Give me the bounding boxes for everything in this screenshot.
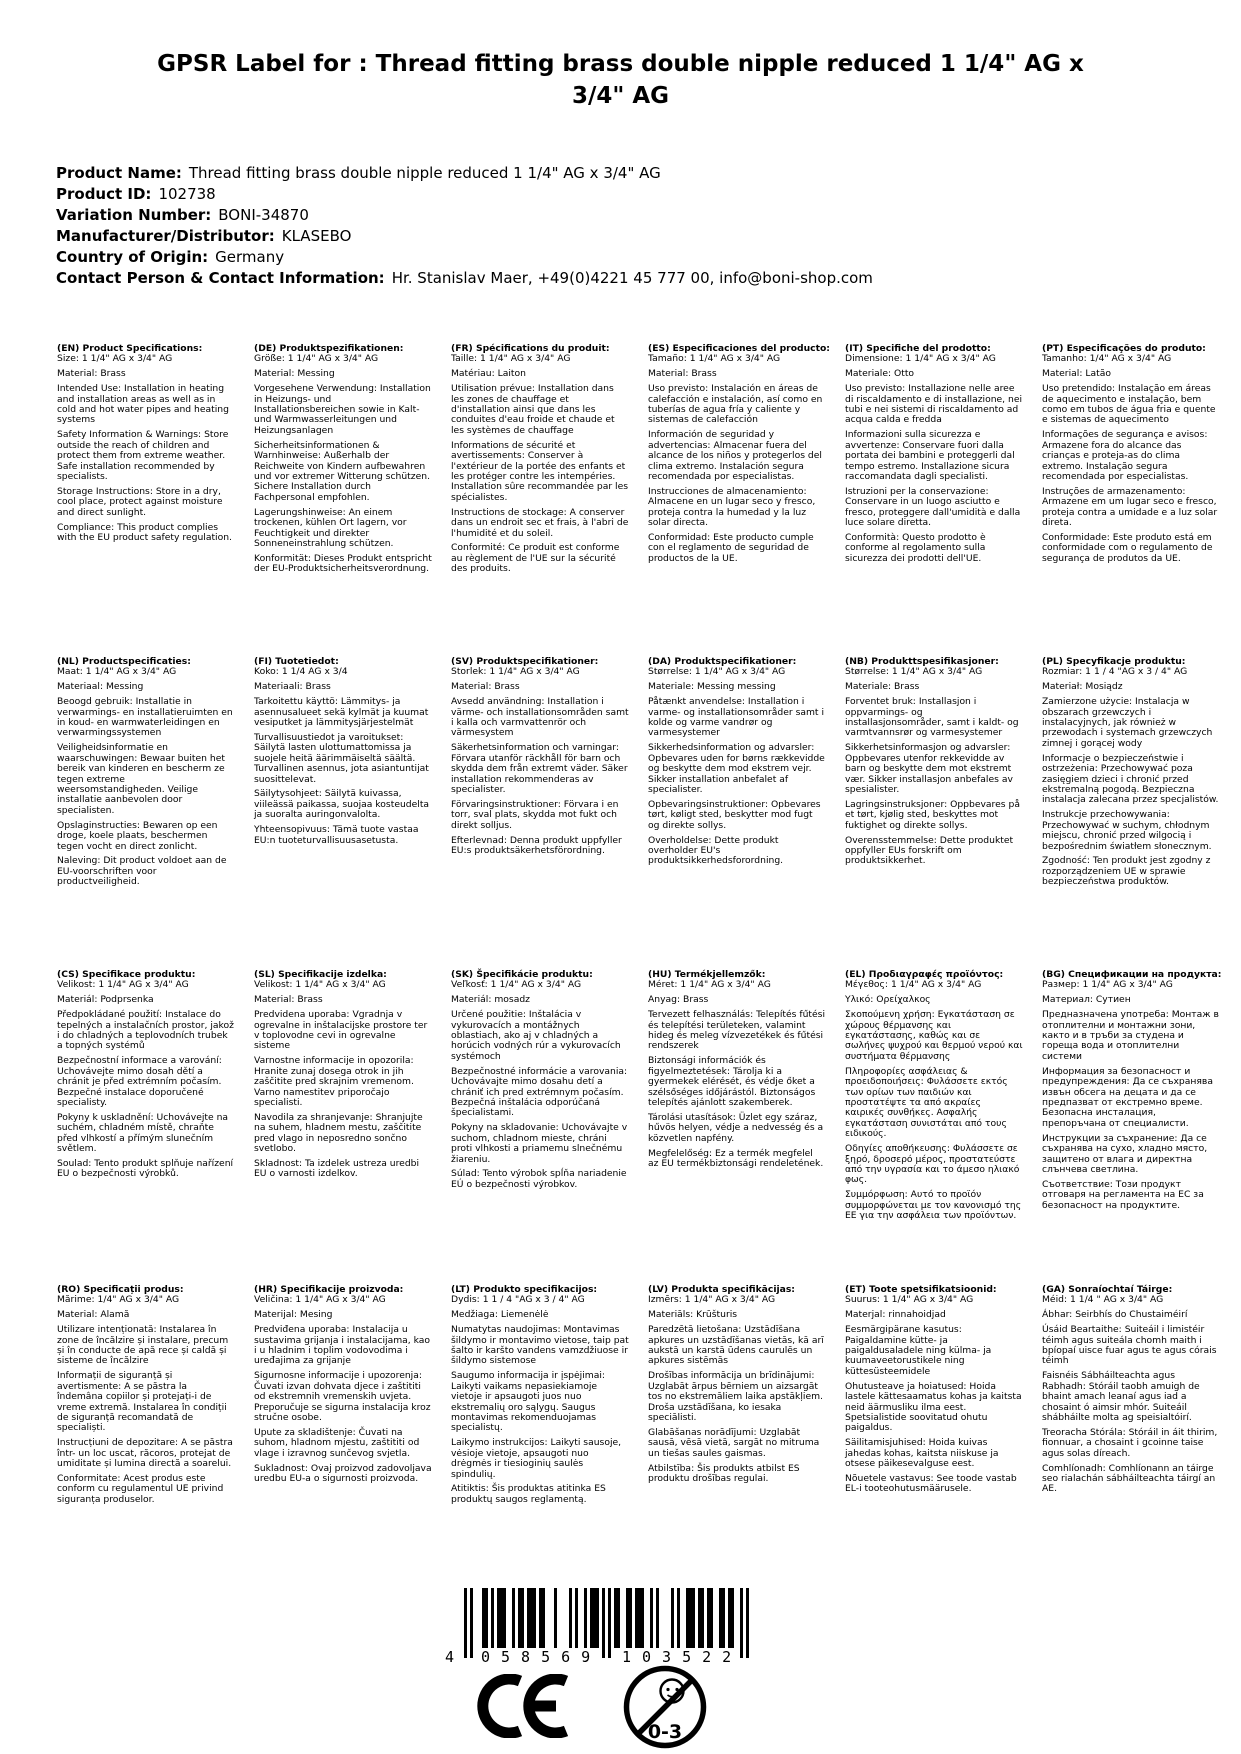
barcode-lead-digit: 4 [445, 1648, 455, 1666]
product-info-label: Variation Number: [56, 206, 212, 224]
spec-paragraph: Matériau: Laiton [451, 368, 526, 380]
age-warning-0-3-icon [622, 1664, 708, 1754]
spec-paragraph: Materiale: Messing messing [648, 681, 776, 693]
spec-paragraph: Úsáid Beartaithe: Suiteáil i limistéir téimh agus suiteála chomh maith i bpíopaí uisce fuar agus te agus córais téimh [1042, 1324, 1217, 1367]
product-info-value: Hr. Stanislav Maer, +49(0)4221 45 777 00, info@boni-shop.com [391, 269, 873, 287]
spec-paragraph: Opslaginstructies: Bewaren op een droge, koele plaats, beschermen tegen vocht en direct zonlicht. [57, 819, 218, 852]
spec-paragraph: Materiāls: Krūšturis [648, 1309, 738, 1321]
spec-paragraph: Conformidade: Este produto está em conformidade com o regulamento de segurança de produtos da UE. [1042, 532, 1213, 564]
spec-paragraph: Eesmärgipärane kasutus: Paigaldamine kütte- ja paigaldusaladele ning külma- ja kuumaveetorustikele ning küttesüsteemidele [845, 1324, 992, 1377]
spec-paragraph: Zamierzone użycie: Instalacja w obszarach grzewczych i instalacyjnych, jak również w przewodach i systemach grzewczych zimnej i gorącej wody [1042, 696, 1213, 749]
spec-paragraph: Size: 1 1/4" AG x 3/4" AG [57, 353, 173, 365]
spec-paragraph: Drošības informācija un brīdinājumi: Uzglabāt ārpus bērniem un aizsargāt tos no ekstremāliem laika apstākļiem. Droša uzstādīšana, ko iesaka speciālisti. [648, 1370, 823, 1423]
spec-heading: (NB) Produkttspesifikasjoner: [845, 656, 999, 667]
product-info-row [56, 268, 873, 289]
spec-paragraph: Conformitate: Acest produs este conform cu regulamentul UE privind siguranța produselor. [57, 1473, 224, 1505]
spec-paragraph: Soulad: Tento produkt splňuje nařízení EU o bezpečnosti výrobků. [57, 1158, 234, 1180]
spec-paragraph: Bezpečnostní informace a varování: Uchovávejte mimo dosah dětí a chránit je před extrémním počasím. Bezpečné instalace doporučené specialisty. [57, 1055, 222, 1108]
spec-paragraph: Medžiaga: Liemenėlė [451, 1309, 549, 1321]
spec-paragraph: Yhteensopivuus: Tämä tuote vastaa EU:n tuoteturvallisuusasetusta. [254, 824, 419, 846]
barcode-right-digits: 103522 [622, 1648, 743, 1666]
product-info-row [56, 247, 873, 268]
spec-paragraph: Velikost: 1 1/4" AG x 3/4" AG [254, 979, 386, 991]
spec-heading: (DE) Produktspezifikationen: [254, 343, 404, 354]
product-info-label: Contact Person & Contact Information: [56, 269, 385, 287]
product-info-value: Thread fitting brass double nipple reduced 1 1/4" AG x 3/4" AG [188, 164, 661, 182]
spec-heading: (SV) Produktspecifikationer: [451, 656, 599, 667]
spec-cell-es [648, 343, 830, 657]
spec-paragraph: Koko: 1 1/4 AG x 3/4 [254, 666, 348, 678]
spec-paragraph: Zgodność: Ten produkt jest zgodny z rozporządzeniem UE w sprawie bezpieczeństwa produktów. [1042, 855, 1211, 888]
spec-paragraph: Σκοπούμενη χρήση: Εγκατάσταση σε χώρους θέρμανσης και εγκατάστασης, καθώς και σε σωλήνες ψυχρού και θερμού νερού και συστήματα θέρμανσης [845, 1009, 1023, 1062]
spec-paragraph: Utilisation prévue: Installation dans les zones de chauffage et d'installation ainsi que dans les conduites d'eau froide et chaude et les systèmes de chauffage [451, 383, 615, 436]
spec-heading: (GA) Sonraíochtaí Táirge: [1042, 1284, 1173, 1295]
ce-mark-icon [468, 1674, 568, 1742]
spec-paragraph: Storlek: 1 1/4" AG x 3/4" AG [451, 666, 580, 678]
spec-paragraph: Υλικό: Ορείχαλκος [845, 994, 931, 1006]
spec-cell-ga [1042, 1285, 1220, 1510]
product-info-value: 102738 [158, 185, 216, 203]
spec-paragraph: Turvallisuustiedot ja varoitukset: Säilytä lasten ulottumattomissa ja suojele heitä äärimmäiseltä säältä. Turvallinen asennus, jota asiantuntijat suosittelevat. [254, 731, 429, 785]
spec-paragraph: Faisnéis Sábháilteachta agus Rabhadh: Stóráil taobh amuigh de bhaint amach leanaí agus iad a chosaint ó aimsir mhór. Suiteáil shábháilte molta ag speisialtóirí. [1042, 1370, 1200, 1423]
spec-paragraph: Beoogd gebruik: Installatie in verwarmings- en installatieruimten en in koud- en warmwaterleidingen en verwarmingssystemen [57, 696, 233, 739]
spec-paragraph: Velikost: 1 1/4" AG x 3/4" AG [57, 979, 189, 991]
spec-paragraph: Materiál: mosadz [451, 994, 530, 1006]
spec-paragraph: Lagerungshinweise: An einem trockenen, kühlen Ort lagern, vor Feuchtigkeit und direkter Sonneneinstrahlung schützen. [254, 506, 407, 549]
spec-paragraph: Uso previsto: Installazione nelle aree di riscaldamento e di installazione, nei tubi e nei sistemi di riscaldamento ad acqua calda e fredda [845, 383, 1023, 426]
spec-paragraph: Skladnost: Ta izdelek ustreza uredbi EU o varnosti izdelkov. [254, 1158, 420, 1180]
spec-paragraph: Méret: 1 1/4" AG x 3/4" AG [648, 979, 771, 991]
spec-cell-el [845, 970, 1023, 1285]
spec-cell-lt [451, 1285, 629, 1510]
spec-paragraph: Οδηγίες αποθήκευσης: Φυλάσσετε σε ξηρό, δροσερό μέρος, προστατεύστε από την υγρασία και το άμεσο ηλιακό φως. [845, 1143, 1020, 1186]
spec-paragraph: Förvaringsinstruktioner: Förvara i en torr, sval plats, skydda mot fukt och direkt solljus. [451, 798, 619, 831]
product-info-value: Germany [215, 248, 285, 266]
spec-paragraph: Naleving: Dit product voldoet aan de EU-voorschriften voor productveiligheid. [57, 855, 227, 888]
spec-heading: (FI) Tuotetiedot: [254, 656, 339, 667]
spec-heading: (LV) Produkta specifikācijas: [648, 1284, 795, 1295]
spec-paragraph: Sukladnost: Ovaj proizvod zadovoljava uredbu EU-a o sigurnosti proizvoda. [254, 1462, 432, 1484]
spec-paragraph: Glabāšanas norādījumi: Uzglabāt sausā, vēsā vietā, sargāt no mitruma un tiešas saules gaismas. [648, 1426, 820, 1459]
product-info-label: Manufacturer/Distributor: [56, 227, 275, 245]
spec-paragraph: Anyag: Brass [648, 994, 709, 1006]
spec-paragraph: Instrukcje przechowywania: Przechowywać w suchym, chłodnym miejscu, chronić przed wilgocią i bezpośrednim światłem słonecznym. [1042, 809, 1212, 852]
product-info-row [56, 163, 873, 184]
spec-paragraph: Overholdelse: Dette produkt overholder EU's produktsikkerhedsforordning. [648, 834, 784, 867]
spec-paragraph: Materiál: Podprsenka [57, 994, 154, 1006]
spec-paragraph: Opbevaringsinstruktioner: Opbevares tørt, køligt sted, beskytter mod fugt og direkte sollys. [648, 798, 821, 831]
spec-paragraph: Treoracha Stórála: Stóráil in áit thirim, fionnuar, a chosaint i gcoinne taise agus solas díreach. [1042, 1426, 1218, 1459]
spec-paragraph: Maat: 1 1/4" AG x 3/4" AG [57, 666, 177, 678]
spec-paragraph: Informazioni sulla sicurezza e avvertenze: Conservare fuori dalla portata dei bambini e proteggerli dal tempo estremo. Installazione sicura raccomandata dagli specialisti. [845, 429, 1015, 482]
spec-paragraph: Storage Instructions: Store in a dry, cool place, protect against moisture and direct sunlight. [57, 485, 223, 518]
spec-paragraph: Materjal: rinnahoidjad [845, 1309, 946, 1321]
spec-paragraph: Material: Brass [648, 368, 717, 380]
spec-paragraph: Veľkosť: 1 1/4" AG x 3/4" AG [451, 979, 582, 991]
spec-paragraph: Συμμόρφωση: Αυτό το προϊόν συμμορφώνεται με τον κανονισμό της ΕΕ για την ασφάλεια των προϊόντων. [845, 1189, 1022, 1222]
spec-paragraph: Tárolási utasítások: Üzlet egy száraz, hűvös helyen, védje a nedvesség és a közvetlen napfény. [648, 1111, 824, 1144]
spec-paragraph: Laikymo instrukcijos: Laikyti sausoje, vėsioje vietoje, apsaugoti nuo drėgmės ir tiesioginių saulės spindulių. [451, 1437, 622, 1480]
spec-paragraph: Upute za skladištenje: Čuvati na suhom, hladnom mjestu, zaštititi od vlage i izravnog sunčevog svjetla. [254, 1426, 420, 1459]
spec-paragraph: Varnostne informacije in opozorila: Hranite zunaj dosega otrok in jih zaščitite pred skrajnim vremenom. Varno namestitev priporočajo specialisti. [254, 1055, 414, 1108]
spec-paragraph: Overensstemmelse: Dette produktet oppfyller EUs forskrift om produktsikkerhet. [845, 834, 1014, 867]
spec-heading: (EL) Προδιαγραφές προϊόντος: [845, 969, 1004, 980]
spec-cell-pl [1042, 657, 1220, 970]
spec-paragraph: Sikkerhedsinformation og advarsler: Opbevares uden for børns rækkevidde og beskytte dem mod ekstrem vejr. Sikker installation anbefalet af specialister. [648, 742, 825, 795]
spec-paragraph: Material: Brass [254, 994, 323, 1006]
spec-paragraph: Veiligheidsinformatie en waarschuwingen: Bewaar buiten het bereik van kinderen en bescherm ze tegen extreme weersomstandigheden. Veilige installatie aanbevolen door specialisten. [57, 742, 225, 816]
spec-heading: (CS) Specifikace produktu: [57, 969, 196, 980]
spec-paragraph: Instrucciones de almacenamiento: Almacene en un lugar seco y fresco, proteja contra la humedad y la luz solar directa. [648, 485, 816, 529]
spec-paragraph: Säilytysohjeet: Säilytä kuivassa, viileässä paikassa, suojaa kosteudelta ja suoralta auringonvalolta. [254, 788, 430, 821]
product-info-value: BONI-34870 [218, 206, 309, 224]
spec-paragraph: Säilitamisjuhised: Hoida kuivas jahedas kohas, kaitsta niiskuse ja otsese päikesevalguse eest. [845, 1437, 999, 1470]
spec-paragraph: Paredzētā lietošana: Uzstādīšana apkures un uzstādīšanas vietās, kā arī aukstā un karstā ūdens caurulēs un apkures sistēmās [648, 1324, 824, 1367]
spec-paragraph: Materijal: Mesing [254, 1309, 333, 1321]
spec-heading: (PT) Especificações do produto: [1042, 343, 1206, 354]
spec-paragraph: Veličina: 1 1/4" AG x 3/4" AG [254, 1294, 386, 1306]
spec-paragraph: Navodila za shranjevanje: Shranjujte na suhem, hladnem mestu, zaščitite pred vlago in neposredno sončno svetlobo. [254, 1111, 423, 1155]
spec-heading: (LT) Produkto specifikacijos: [451, 1284, 598, 1295]
spec-grid [57, 344, 1220, 1510]
spec-cell-sl [254, 970, 432, 1285]
product-info-row [56, 205, 873, 226]
spec-paragraph: Material: Alamă [57, 1309, 130, 1321]
spec-cell-nb [845, 657, 1023, 970]
spec-paragraph: Materiale: Brass [845, 681, 920, 693]
spec-heading: (SL) Specifikacije izdelka: [254, 969, 387, 980]
spec-paragraph: Tervezett felhasználás: Telepítés fűtési és telepítési területeken, valamint hideg és meleg vízvezetékek és fűtési rendszerek [648, 1009, 826, 1052]
spec-paragraph: Uso previsto: Instalación en áreas de calefacción e instalación, así como en tuberías de agua fría y caliente y sistemas de calefacción [648, 383, 823, 426]
spec-cell-it [845, 344, 1023, 657]
product-info-label: Product ID: [56, 185, 152, 203]
spec-paragraph: Mărime: 1/4" AG x 3/4" AG [57, 1294, 180, 1306]
spec-paragraph: Předpokládané použití: Instalace do tepelných a instalačních prostor, jakož i do chladných a teplovodních trubek a topných systémů [57, 1009, 234, 1052]
spec-paragraph: Sicherheitsinformationen & Warnhinweise: Außerhalb der Reichweite von Kindern aufbewahren und vor extremer Witterung schützen. Sichere Installation durch Fachpersonal empfohlen. [254, 439, 430, 503]
spec-paragraph: Conformité: Ce produit est conforme au règlement de l'UE sur la sécurité des produits. [451, 542, 620, 575]
product-info-value: KLASEBO [281, 227, 352, 245]
spec-heading: (ET) Toote spetsifikatsioonid: [845, 1284, 997, 1295]
spec-paragraph: Dydis: 1 1 / 4 "AG x 3 / 4" AG [451, 1294, 585, 1306]
spec-paragraph: Informații de siguranță și avertismente: A se păstra la îndemâna copiilor și protejați-i de vreme extremă. Instalarea în condiții de siguranță recomandată de specialiști. [57, 1370, 227, 1434]
spec-paragraph: Tamanho: 1/4" AG x 3/4" AG [1042, 353, 1172, 365]
spec-paragraph: Materiale: Otto [845, 368, 915, 380]
spec-paragraph: Инструкции за съхранение: Да се съхранява на сухо, хладно място, защитено от влага и директна слънчева светлина. [1042, 1132, 1208, 1175]
spec-cell-bg [1042, 970, 1220, 1285]
spec-heading: (SK) Špecifikácie produktu: [451, 969, 593, 980]
spec-paragraph: Informacje o bezpieczeństwie i ostrzeżenia: Przechowywać poza zasięgiem dzieci i chronić przed ekstremalną pogodą. Bezpieczna instalacja zalecana przez specjalistów. [1042, 752, 1219, 806]
spec-paragraph: Konformität: Dieses Produkt entspricht der EU-Produktsicherheitsverordnung. [254, 552, 432, 575]
spec-paragraph: Predvidena uporaba: Vgradnja v ogrevalne in inštalacijske prostore ter v toplovodne cevi in ogrevalne sisteme [254, 1009, 428, 1052]
product-info-row [56, 226, 873, 247]
spec-paragraph: Størrelse: 1 1/4" AG x 3/4" AG [845, 666, 983, 678]
spec-paragraph: Istruzioni per la conservazione: Conservare in un luogo asciutto e fresco, proteggere dall'umidità e dalla luce solare diretta. [845, 485, 1021, 529]
spec-paragraph: Pokyny na skladovanie: Uchovávajte v suchom, chladnom mieste, chráni proti vlhkosti a priamemu slnečnému žiareniu. [451, 1122, 628, 1165]
spec-paragraph: Suurus: 1 1/4" AG x 3/4" AG [845, 1294, 974, 1306]
spec-paragraph: Größe: 1 1/4" AG x 3/4" AG [254, 353, 379, 365]
spec-paragraph: Material: Brass [57, 368, 126, 380]
spec-paragraph: Sigurnosne informacije i upozorenja: Čuvati izvan dohvata djece i zaštititi od ekstremnih vremenskih uvjeta. Preporučuje se sigurna instalacija kroz stručne osobe. [254, 1370, 431, 1423]
spec-paragraph: Forventet bruk: Installasjon i oppvarmings- og installasjonsområder, samt i kaldt- og varmtvannsrør og varmesystemer [845, 696, 1019, 739]
spec-paragraph: Intended Use: Installation in heating and installation areas as well as in cold and hot water pipes and heating systems [57, 383, 229, 426]
spec-paragraph: Atbilstība: Šis produkts atbilst ES produktu drošības regulai. [648, 1462, 800, 1484]
spec-paragraph: Conformità: Questo prodotto è conforme al regolamento sulla sicurezza dei prodotti dell'UE. [845, 532, 986, 564]
spec-paragraph: Informações de segurança e avisos: Armazene fora do alcance das crianças e proteja-as do clima extremo. Instalação segura recomendada por especialistas. [1042, 429, 1208, 482]
spec-paragraph: Nõuetele vastavus: See toode vastab EL-i tooteohutusmäärusele. [845, 1473, 1017, 1495]
product-info-label: Country of Origin: [56, 248, 209, 266]
spec-paragraph: Megfelelőség: Ez a termék megfelel az EU termékbiztonsági rendeletének. [648, 1147, 824, 1169]
spec-cell-ro [57, 1285, 235, 1510]
spec-paragraph: Rozmiar: 1 1 / 4 "AG x 3 / 4" AG [1042, 666, 1188, 678]
spec-paragraph: Materiaal: Messing [57, 681, 144, 693]
product-info-row [56, 184, 873, 205]
spec-cell-fr [451, 344, 629, 657]
spec-heading: (PL) Specyfikacje produktu: [1042, 656, 1186, 667]
spec-paragraph: Biztonsági információk és figyelmeztetések: Tárolja ki a gyermekek elérését, és védje őket a szélsőséges időjárástól. Biztonságos telepítés ajánlott szakemberek. [648, 1055, 816, 1108]
spec-paragraph: Taille: 1 1/4" AG x 3/4" AG [451, 353, 571, 365]
spec-paragraph: Съответствие: Този продукт отговаря на регламента на ЕС за безопасност на продуктите. [1042, 1178, 1204, 1211]
spec-cell-de [254, 344, 432, 657]
spec-paragraph: Информация за безопасност и предупреждения: Да се съхранява извън обсега на децата и да се предпазват от екстремно време. Безопасна инсталация, препоръчана от специалисти. [1042, 1065, 1213, 1129]
spec-heading: (IT) Specifiche del prodotto: [845, 343, 991, 354]
spec-paragraph: Instruções de armazenamento: Armazene em um lugar seco e fresco, proteja contra a umidade e a luz solar direta. [1042, 485, 1218, 529]
spec-paragraph: Lagringsinstruksjoner: Oppbevares på et tørt, kjølig sted, beskyttes mot fuktighet og direkte sollys. [845, 798, 1020, 831]
spec-cell-da [648, 657, 826, 970]
spec-paragraph: Säkerhetsinformation och varningar: Förvara utanför räckhåll för barn och skydda dem från extremt väder. Säker installation rekommenderas av specialister. [451, 742, 628, 795]
spec-paragraph: Ohutusteave ja hoiatused: Hoida lastele kättesaamatus kohas ja kaitsta neid äärmusliku ilma eest. Spetsialistide soovitatud ohutu paigaldus. [845, 1380, 1022, 1434]
spec-cell-sv [451, 657, 629, 970]
spec-heading: (RO) Specificații produs: [57, 1284, 184, 1295]
spec-cell-pt [1042, 344, 1220, 657]
spec-paragraph: Dimensione: 1 1/4" AG x 3/4" AG [845, 353, 996, 365]
spec-cell-nl [57, 657, 235, 970]
spec-paragraph: Určené použitie: Inštalácia v vykurovacích a montážnych oblastiach, ako aj v chladných a horúcich vodných rúr a vykurovacích systémoch [451, 1009, 621, 1062]
spec-paragraph: Safety Information & Warnings: Store outside the reach of children and protect them from extreme weather. Safe installation recommended by specialists. [57, 429, 229, 482]
page-title: GPSR Label for : Thread fitting brass double nipple reduced 1 1/4" AG x 3/4" AG [157, 51, 1084, 109]
spec-paragraph: Conformidad: Este producto cumple con el reglamento de seguridad de productos de la UE. [648, 532, 814, 564]
spec-paragraph: Vorgesehene Verwendung: Installation in Heizungs- und Installationsbereichen sowie in Kalt- und Warmwasserleitungen und Heizungsanlagen [254, 383, 431, 436]
spec-paragraph: Påtænkt anvendelse: Installation i varme- og installationsområder samt i kolde og varme vandrør og varmesystemer [648, 696, 825, 739]
spec-paragraph: Instrucțiuni de depozitare: A se păstra într- un loc uscat, răcoros, protejat de umiditate și lumina directă a soarelui. [57, 1437, 233, 1470]
spec-paragraph: Saugumo informacija ir įspėjimai: Laikyti vaikams nepasiekiamoje vietoje ir apsaugoti juos nuo ekstremalių oro sąlygų. Saugus montavimas rekomenduojamas specialistų. [451, 1370, 605, 1434]
spec-paragraph: Bezpečnostné informácie a varovania: Uchovávajte mimo dosahu detí a chrániť ich pred extrémnym počasím. Bezpečná inštalácia odporúčaná špecialistami. [451, 1065, 628, 1119]
spec-paragraph: Compliance: This product complies with the EU product safety regulation. [57, 521, 232, 543]
spec-paragraph: Materiał: Mosiądz [1042, 681, 1123, 693]
spec-heading: (DA) Produktspecifikationer: [648, 656, 797, 667]
spec-paragraph: Предназначена употреба: Монтаж в отоплителни и монтажни зони, както и в тръби за студена и гореща вода и отоплителни системи [1042, 1009, 1219, 1062]
spec-paragraph: Avsedd användning: Installation i värme- och installationsområden samt i kalla och varmvattenrör och värmesystem [451, 696, 629, 739]
spec-paragraph: Instructions de stockage: A conserver dans un endroit sec et frais, à l'abri de l'humidité et du soleil. [451, 506, 629, 539]
spec-paragraph: Utilizare intenționată: Instalarea în zone de încălzire și instalare, precum și în conducte de apă rece și caldă și sisteme de încălzire [57, 1324, 229, 1367]
spec-paragraph: Numatytas naudojimas: Montavimas šildymo ir montavimo vietose, taip pat šalto ir karšto vandens vamzdžiuose ir šildymo sistemose [451, 1324, 629, 1367]
spec-cell-hr [254, 1285, 432, 1510]
spec-cell-et [845, 1285, 1023, 1510]
spec-paragraph: Tarkoitettu käyttö: Lämmitys- ja asennusalueet sekä kylmät ja kuumat vesiputket ja lämmitysjärjestelmät [254, 696, 429, 729]
spec-heading: (HU) Termékjellemzők: [648, 969, 766, 980]
spec-paragraph: Размер: 1 1/4" AG x 3/4" AG [1042, 979, 1173, 991]
spec-paragraph: Súlad: Tento výrobok spĺňa nariadenie EÚ o bezpečnosti výrobkov. [451, 1168, 627, 1190]
spec-heading: (HR) Specifikacije proizvoda: [254, 1284, 404, 1295]
spec-paragraph: Informations de sécurité et avertissements: Conserver à l'extérieur de la portée des enfants et les protéger contre les intempéries. Installation sûre recommandée par les spécialistes. [451, 439, 629, 503]
spec-paragraph: Pokyny k uskladnění: Uchovávejte na suchém, chladném místě, chraňte před vlhkostí a přímým slunečním světlem. [57, 1111, 229, 1155]
spec-paragraph: Comhlíonadh: Comhlíonann an táirge seo rialachán sábháilteachta táirgí an AE. [1042, 1462, 1216, 1495]
spec-paragraph: Tamaño: 1 1/4" AG x 3/4" AG [648, 353, 781, 365]
spec-paragraph: Méid: 1 1/4 " AG x 3/4" AG [1042, 1294, 1164, 1306]
spec-heading: (ES) Especificaciones del producto: [648, 343, 830, 354]
spec-heading: (NL) Productspecificaties: [57, 656, 191, 667]
age-range-label: 0-3 [647, 1721, 683, 1743]
spec-paragraph: Материал: Сутиен [1042, 994, 1131, 1006]
spec-paragraph: Atitiktis: Šis produktas atitinka ES produktų saugos reglamentą. [451, 1483, 606, 1505]
product-info-label: Product Name: [56, 164, 182, 182]
barcode [445, 1588, 755, 1672]
spec-paragraph: Størrelse: 1 1/4" AG x 3/4" AG [648, 666, 786, 678]
spec-heading: (FR) Spécifications du produit: [451, 343, 610, 354]
spec-paragraph: Uso pretendido: Instalação em áreas de aquecimento e instalação, bem como em tubos de água fria e quente e sistemas de aquecimento [1042, 383, 1216, 426]
spec-cell-fi [254, 657, 432, 970]
spec-paragraph: Πληροφορίες ασφάλειας & προειδοποιήσεις: Φυλάσσετε εκτός των ορίων των παιδιών και προστατέψτε τα από ακραίες καιρικές συνθήκες. Ασφαλής εγκατάσταση συνιστάται από τους ειδικούς. [845, 1065, 1008, 1140]
spec-paragraph: Μέγεθος: 1 1/4" AG x 3/4" AG [845, 979, 982, 991]
spec-paragraph: Material: Brass [451, 681, 520, 693]
spec-cell-cs [57, 970, 235, 1285]
spec-cell-hu [648, 970, 826, 1285]
spec-paragraph: Información de seguridad y advertencias: Almacenar fuera del alcance de los niños y protegerlos del clima extremo. Instalación segura recomendada por especialistas. [648, 429, 822, 482]
spec-heading: (BG) Спецификации на продукта: [1042, 969, 1222, 980]
spec-paragraph: Material: Latão [1042, 368, 1111, 380]
spec-cell-sk [451, 970, 629, 1285]
barcode-left-digits: 058569 [481, 1648, 602, 1666]
spec-heading: (EN) Product Specifications: [57, 343, 203, 354]
spec-paragraph: Predviđena uporaba: Instalacija u sustavima grijanja i instalacijama, kao i u hladnim i toplim vodovodima i uređajima za grijanje [254, 1324, 431, 1367]
spec-cell-en [57, 344, 235, 657]
spec-paragraph: Sikkerhetsinformasjon og advarsler: Oppbevares utenfor rekkevidde av barn og beskytte dem mot ekstremt vær. Sikker installasjon anbefales av spesialister. [845, 742, 1013, 795]
spec-paragraph: Izmērs: 1 1/4" AG x 3/4" AG [648, 1294, 776, 1306]
spec-paragraph: Material: Messing [254, 368, 335, 380]
spec-paragraph: Ábhar: Seirbhís do Chustaiméirí [1042, 1309, 1188, 1321]
spec-paragraph: Efterlevnad: Denna produkt uppfyller EU:s produktsäkerhetsförordning. [451, 834, 622, 856]
spec-paragraph: Materiaali: Brass [254, 681, 331, 693]
spec-cell-lv [648, 1285, 826, 1510]
product-info [56, 163, 873, 289]
